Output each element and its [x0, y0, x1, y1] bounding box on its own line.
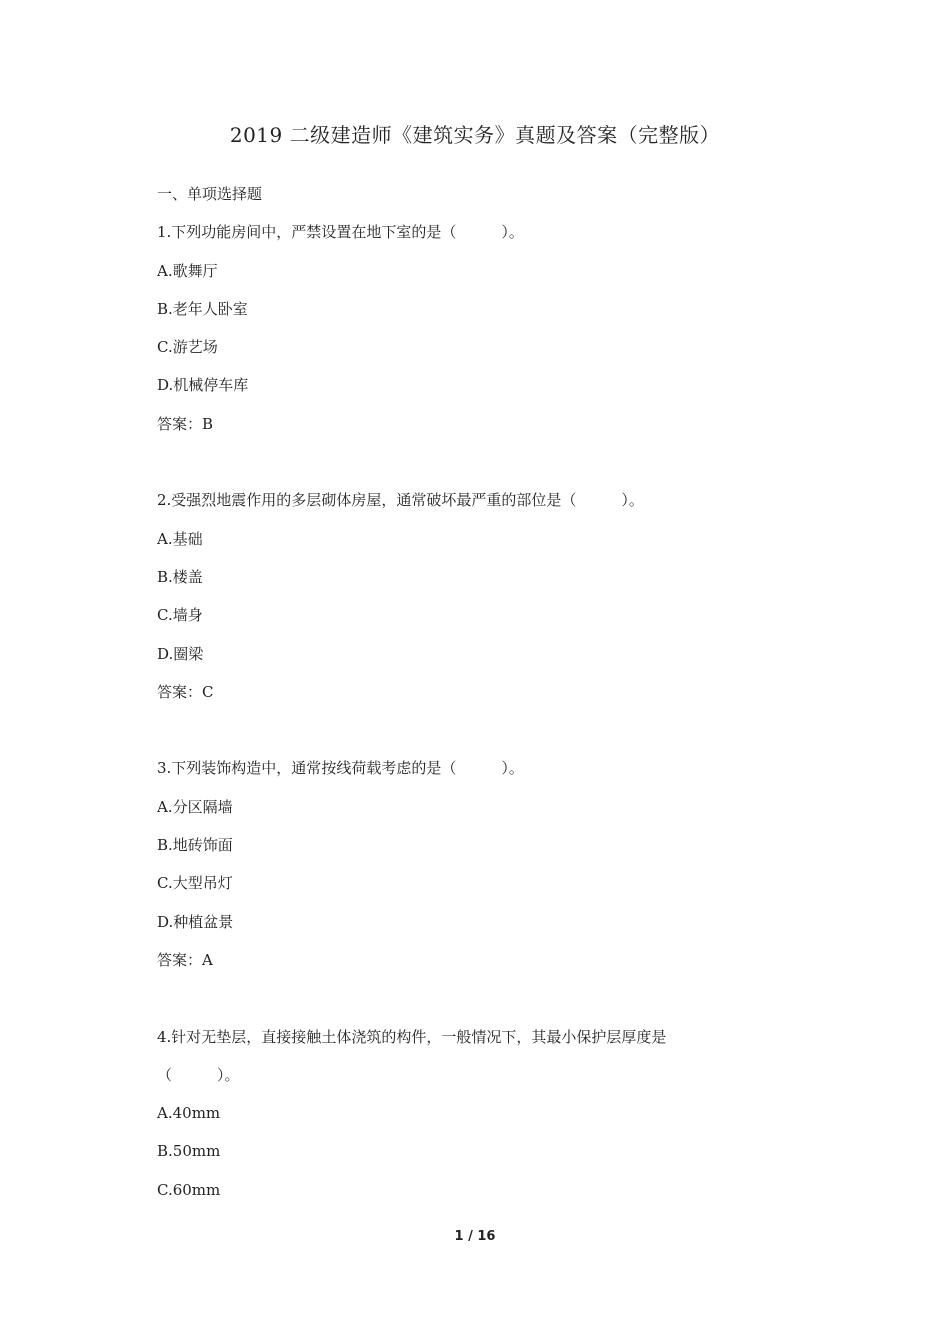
question-stem: 3.下列装饰构造中，通常按线荷载考虑的是（ ）。 — [157, 759, 524, 778]
question-stem-continued: （ ）。 — [157, 1065, 240, 1084]
option-d: D.种植盆景 — [157, 912, 234, 931]
spacer — [157, 986, 797, 1024]
answer: 答案：B — [157, 414, 214, 433]
option-d: D.圈梁 — [157, 644, 204, 663]
option-a: A.分区隔墙 — [157, 797, 233, 816]
spacer — [157, 718, 797, 756]
option-b: B.老年人卧室 — [157, 299, 248, 318]
option-b: B.50mm — [157, 1142, 221, 1161]
option-d: D.机械停车库 — [157, 376, 249, 395]
option-c: C.游艺场 — [157, 338, 218, 357]
option-a: A.基础 — [157, 529, 203, 548]
option-a: A.40mm — [157, 1104, 221, 1123]
page-indicator: 1 / 16 — [454, 1229, 496, 1244]
option-c: C.60mm — [157, 1180, 221, 1199]
question-stem: 4.针对无垫层，直接接触土体浇筑的构件，一般情况下，其最小保护层厚度是 — [157, 1027, 667, 1046]
answer: 答案：C — [157, 682, 214, 701]
question-stem: 1.下列功能房间中，严禁设置在地下室的是（ ）。 — [157, 223, 524, 242]
option-a: A.歌舞厅 — [157, 261, 218, 280]
question-stem: 2.受强烈地震作用的多层砌体房屋，通常破坏最严重的部位是（ ）。 — [157, 491, 644, 510]
option-b: B.楼盖 — [157, 567, 203, 586]
option-c: C.墙身 — [157, 606, 203, 625]
spacer — [157, 450, 797, 488]
option-b: B.地砖饰面 — [157, 836, 233, 855]
document-title: 2019 二级建造师《建筑实务》真题及答案（完整版） — [229, 123, 721, 147]
option-c: C.大型吊灯 — [157, 874, 233, 893]
answer: 答案：A — [157, 950, 213, 969]
document-body — [157, 182, 797, 1216]
section-heading: 一、单项选择题 — [157, 185, 263, 203]
